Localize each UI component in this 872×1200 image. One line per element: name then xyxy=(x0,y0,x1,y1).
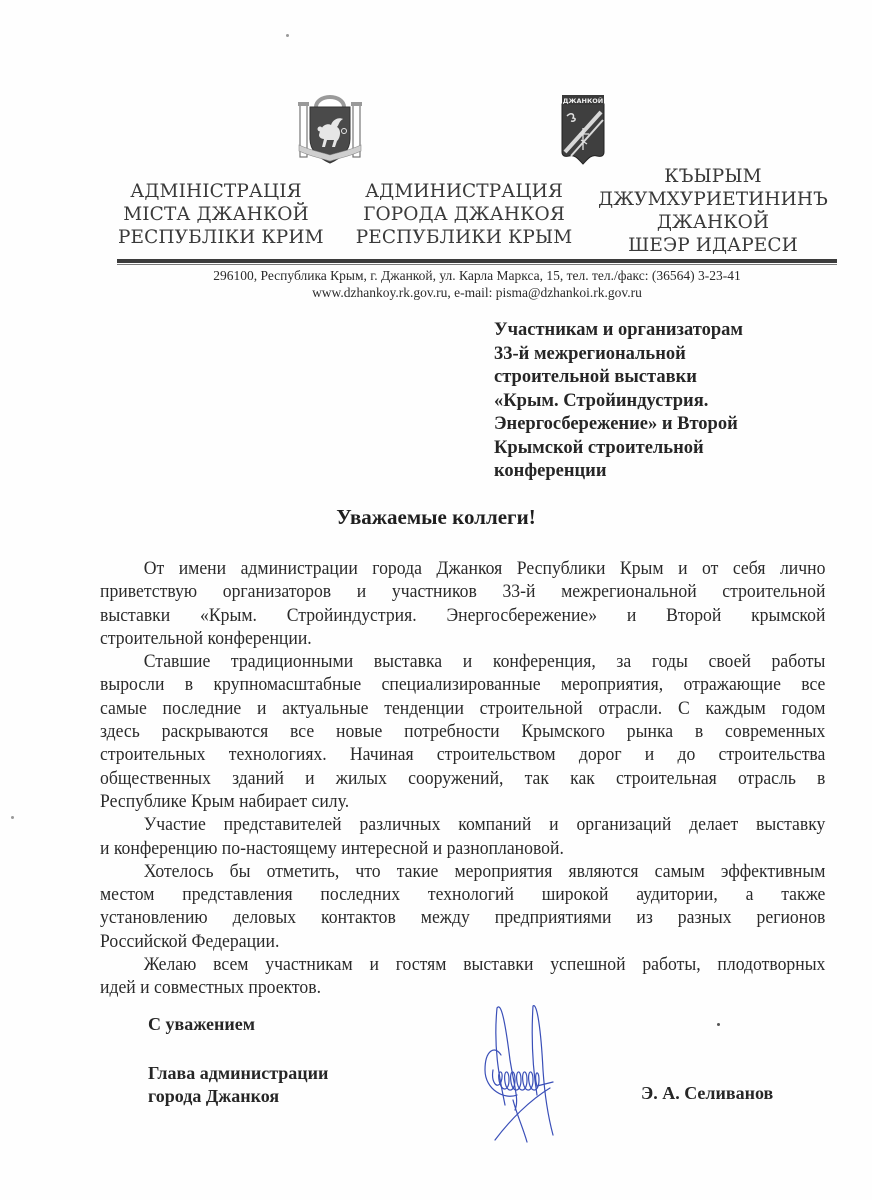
closing-regards: С уважением xyxy=(148,1014,256,1034)
letterhead-ukrainian xyxy=(118,180,324,249)
salutation: Уважаемые коллеги! xyxy=(336,505,536,529)
crimea-emblem-icon xyxy=(297,95,363,167)
body-line: Желаю всем участникам и гостям выставки успешной работы, плодотворных xyxy=(143,954,826,976)
letterhead-line: ГОРОДА ДЖАНКОЯ xyxy=(363,204,565,225)
addressee-line: Энергосбережение» и Второй xyxy=(494,414,738,434)
body-paragraph xyxy=(100,953,825,1000)
body-paragraph xyxy=(100,860,825,953)
body-line: строительной конференции. xyxy=(100,627,312,649)
letterhead-line: ДЖУМХУРИЕТИНИНЪ xyxy=(598,189,828,210)
body-line: строительных технологиях. Начиная строительством дорог и до строительства xyxy=(100,744,826,766)
contact-address: 296100, Республика Крым, г. Джанкой, ул. Карла Маркса, 15, тел. тел./факс: (36564) 3-23-41 xyxy=(213,268,741,283)
emblem-banner-text: ДЖАНКОЙ xyxy=(562,97,604,105)
addressee-block xyxy=(494,319,814,484)
scan-speck xyxy=(286,34,289,37)
addressee-line: строительной выставки xyxy=(494,367,697,387)
letterhead-line: АДМІНІСТРАЦІЯ xyxy=(130,181,302,202)
letterhead-line: ШЕЭР ИДАРЕСИ xyxy=(628,235,798,256)
body-line: самые последние и актуальные тенденции строительной отрасли. С каждым годом xyxy=(100,697,826,719)
addressee-line: конференции xyxy=(494,461,607,481)
body-line: идей и совместных проектов. xyxy=(100,977,321,999)
letter-body xyxy=(100,557,826,1000)
signatory-title-line: города Джанкоя xyxy=(148,1086,280,1106)
body-paragraph xyxy=(100,557,825,650)
scan-speck xyxy=(717,1023,720,1026)
body-line: Участие представителей различных компаний и организаций делает выставку xyxy=(143,814,826,836)
dzhankoy-emblem-icon xyxy=(561,94,605,166)
letterhead-line: РЕСПУБЛІКИ КРИМ xyxy=(118,227,324,248)
letterhead-line: АДМИНИСТРАЦИЯ xyxy=(365,181,563,202)
scan-speck xyxy=(11,816,14,819)
body-line: приветствую организаторов и участников 33-й межрегиональной строительной xyxy=(100,581,826,603)
signatory-title xyxy=(148,1062,328,1108)
body-line: Российской Федерации. xyxy=(100,930,280,952)
body-line: Ставшие традиционными выставка и конференция, за годы своей работы xyxy=(143,651,826,673)
handwritten-signature-icon xyxy=(475,1000,585,1150)
letterhead-line: МІСТА ДЖАНКОЙ xyxy=(123,204,309,225)
body-line: установлению деловых контактов между предприятиями из разных регионов xyxy=(100,907,826,929)
signatory-name: Э. А. Селиванов xyxy=(641,1083,774,1103)
letterhead-russian xyxy=(354,180,574,249)
addressee-line: 33-й межрегиональной xyxy=(494,343,686,364)
body-paragraph xyxy=(100,813,825,860)
signatory-title-line: Глава администрации xyxy=(148,1063,329,1083)
letterhead-divider-thin xyxy=(117,264,837,265)
body-line: От имени администрации города Джанкоя Республики Крым и от себя лично xyxy=(143,558,826,579)
body-line: выросли в крупномасштабные специализированные мероприятия, отражающие все xyxy=(100,674,826,696)
body-paragraph xyxy=(100,650,825,813)
body-line: и конференцию по-настоящему интересной и разноплановой. xyxy=(100,837,564,859)
body-line: местом представления последних технологий широкой аудитории, а также xyxy=(100,884,826,906)
body-line: Республике Крым набирает силу. xyxy=(100,790,350,812)
body-line: здесь раскрываются все новые потребности Крымского рынка в современных xyxy=(100,721,826,743)
body-line: Хотелось бы отметить, что такие мероприятия являются самым эффективным xyxy=(143,860,826,882)
addressee-line: Участникам и организаторам xyxy=(494,320,743,340)
letterhead-line: ДЖАНКОЙ xyxy=(656,212,770,233)
body-line: общественных зданий и жилых сооружений, так как строительная отрасль в xyxy=(100,767,826,789)
body-line: выставки «Крым. Стройиндустрия. Энергосбережение» и Второй крымской xyxy=(100,604,826,626)
letterhead-line: РЕСПУБЛИКИ КРЫМ xyxy=(355,227,573,248)
addressee-line: Крымской строительной xyxy=(494,437,704,458)
letterhead-divider xyxy=(117,259,837,263)
letterhead-line: КЪЫРЫМ xyxy=(664,166,762,187)
letterhead-crimean-tatar xyxy=(588,165,838,257)
addressee-line: «Крым. Стройиндустрия. xyxy=(494,390,709,411)
contact-web-email: www.dzhankoy.rk.gov.ru, e-mail: pisma@dzhankoi.rk.gov.ru xyxy=(312,285,642,300)
